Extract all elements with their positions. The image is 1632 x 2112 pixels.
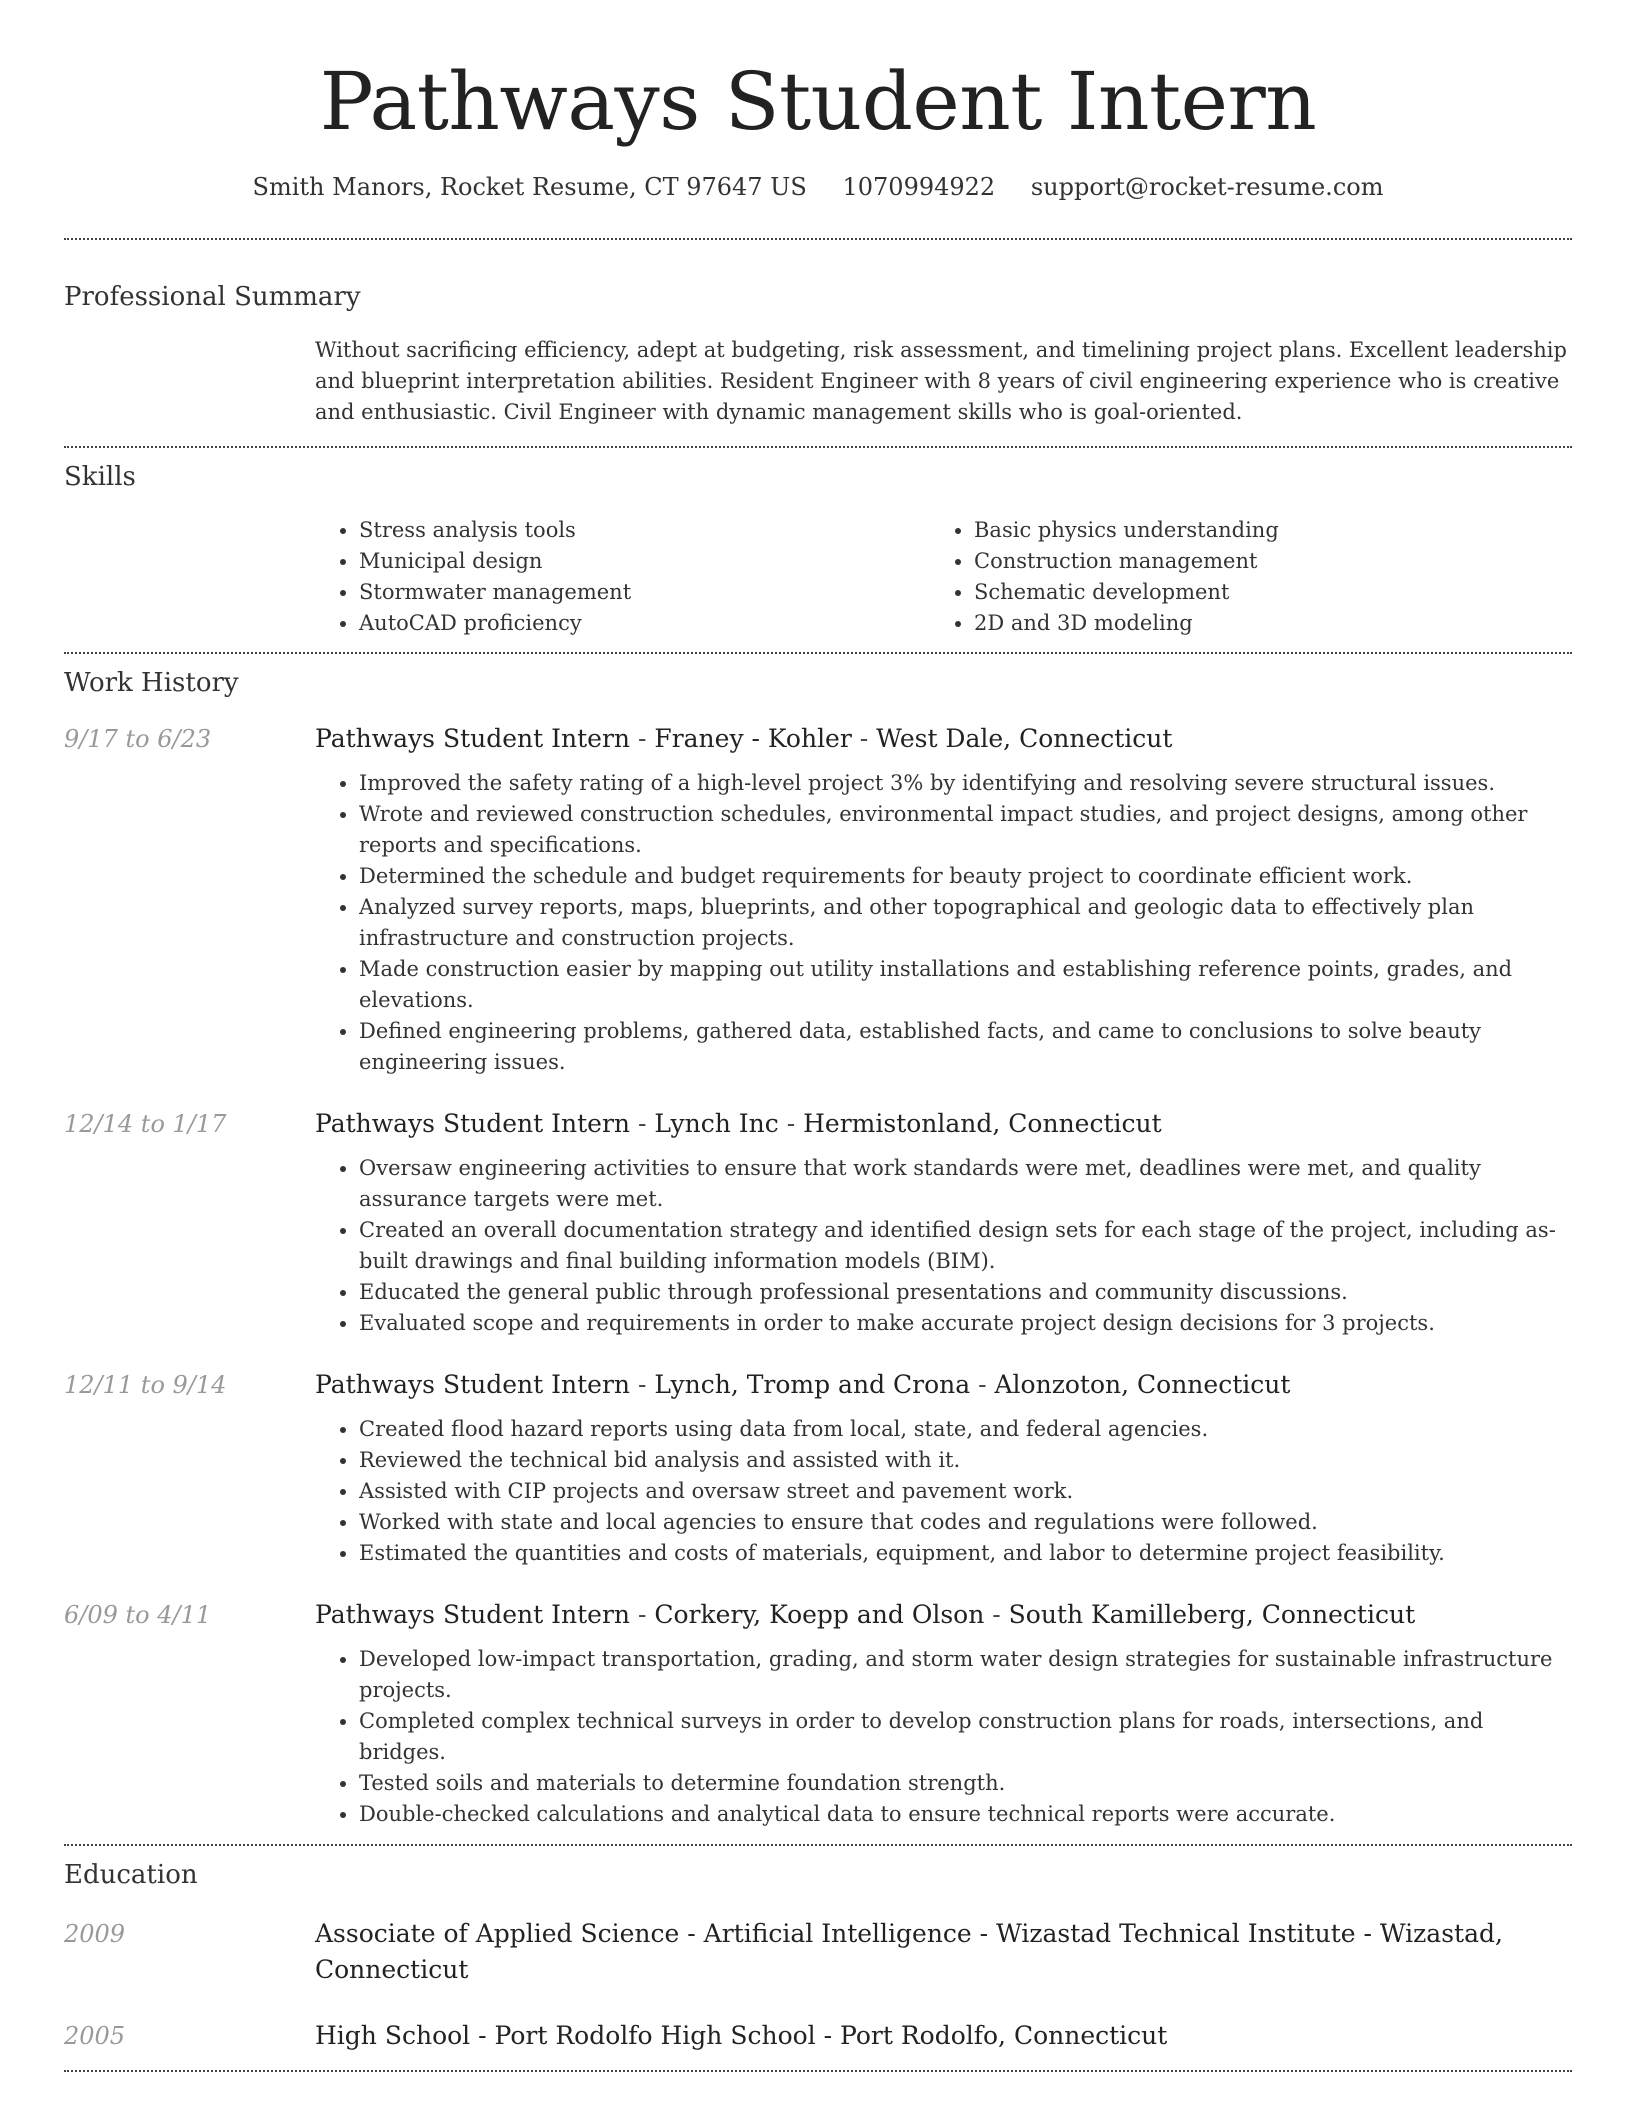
section-divider <box>64 238 1572 240</box>
job-heading <box>315 1368 1572 1402</box>
job-bullet: • Developed low-impact transportation, grading, and storm water design strategies for sustainable infrastructure projects. <box>359 1644 1572 1706</box>
job-dates: 6/09 to 4/11 <box>64 1601 212 1629</box>
job-title: Pathways Student Intern <box>315 1370 630 1399</box>
job-bullet: • Completed complex technical surveys in order to develop construction plans for roads, intersections, and bridges. <box>359 1706 1572 1768</box>
education-details: Associate of Applied Science - Artificial Intelligence - Wizastad Technical Institute - Wizastad, Connecticut <box>315 1919 1503 1984</box>
job-bullet: • Estimated the quantities and costs of materials, equipment, and labor to determine project feasibility. <box>359 1538 1572 1569</box>
job-bullet: • Created flood hazard reports using data from local, state, and federal agencies. <box>359 1414 1572 1445</box>
job-dates: 12/11 to 9/14 <box>64 1371 227 1399</box>
section-divider <box>64 2070 1572 2072</box>
job-title: Pathways Student Intern <box>315 724 630 753</box>
job-bullet: • Tested soils and materials to determine foundation strength. <box>359 1768 1572 1799</box>
skills-heading: Skills <box>64 462 136 492</box>
job-location: Alonzoton, Connecticut <box>994 1370 1291 1399</box>
job-bullet: • Double-checked calculations and analytical data to ensure technical reports were accurate. <box>359 1799 1572 1830</box>
company-name: Lynch Inc <box>654 1109 779 1138</box>
job-heading <box>315 1107 1572 1141</box>
job-bullet: • Analyzed survey reports, maps, blueprints, and other topographical and geologic data to effectively plan infrastructure and construction projects. <box>359 892 1572 954</box>
job-details <box>315 1598 1572 1830</box>
skill-item: • Schematic development <box>974 577 1545 608</box>
education-heading: Education <box>64 1860 198 1890</box>
education-entry <box>64 2018 1572 2054</box>
job-entry <box>64 1598 1572 1830</box>
heading-separator: - <box>630 1109 655 1138</box>
job-title: Pathways Student Intern <box>315 1109 630 1138</box>
work-history-heading: Work History <box>64 668 239 698</box>
job-bullet: • Oversaw engineering activities to ensure that work standards were met, deadlines were met, and quality assurance targets were met. <box>359 1153 1572 1215</box>
education-details: High School - Port Rodolfo High School - Port Rodolfo, Connecticut <box>315 2021 1168 2050</box>
job-details <box>315 1368 1572 1569</box>
job-bullet: • Educated the general public through professional presentations and community discussions. <box>359 1277 1572 1308</box>
job-location: Hermistonland, Connecticut <box>803 1109 1162 1138</box>
job-location: West Dale, Connecticut <box>876 724 1173 753</box>
skill-item: • Municipal design <box>359 546 930 577</box>
job-dates: 12/14 to 1/17 <box>64 1110 227 1138</box>
job-heading <box>315 1598 1572 1632</box>
company-name: Franey - Kohler <box>654 724 852 753</box>
address: Smith Manors, Rocket Resume, CT 97647 US <box>252 173 807 201</box>
job-location: South Kamilleberg, Connecticut <box>1008 1600 1416 1629</box>
job-bullet: • Reviewed the technical bid analysis and assisted with it. <box>359 1445 1572 1476</box>
education-year: 2005 <box>64 2022 126 2050</box>
job-title: Pathways Student Intern <box>315 1600 630 1629</box>
job-bullet: • Assisted with CIP projects and oversaw street and pavement work. <box>359 1476 1572 1507</box>
skill-item: • AutoCAD proficiency <box>359 608 930 639</box>
heading-separator: - <box>851 724 877 753</box>
job-bullets <box>315 1153 1572 1339</box>
job-bullets <box>315 1644 1572 1830</box>
summary-text: Without sacrificing efficiency, adept at budgeting, risk assessment, and timelining project plans. Excellent leadership and blueprint interpretation abilities. Resident Engineer with 8 years of civil engineering experience who is creative and enthusiastic. Civil Engineer with dynamic management skills who is goal-oriented. <box>315 338 1567 424</box>
summary-heading: Professional Summary <box>64 282 361 312</box>
heading-separator: - <box>630 724 655 753</box>
job-heading <box>315 722 1572 756</box>
heading-separator: - <box>984 1600 1009 1629</box>
job-bullet: • Defined engineering problems, gathered data, established facts, and came to conclusions to solve beauty engineering issues. <box>359 1016 1572 1078</box>
job-details <box>315 1107 1572 1339</box>
job-bullet: • Improved the safety rating of a high-level project 3% by identifying and resolving severe structural issues. <box>359 768 1572 799</box>
skill-item: • Stormwater management <box>359 577 930 608</box>
skills-list <box>315 515 1572 639</box>
heading-separator: - <box>970 1370 995 1399</box>
skills-column-right <box>930 515 1545 639</box>
heading-separator: - <box>630 1370 655 1399</box>
job-bullet: • Evaluated scope and requirements in order to make accurate project design decisions for 3 projects. <box>359 1308 1572 1339</box>
resume-page <box>64 0 1572 2072</box>
job-bullet: • Determined the schedule and budget requirements for beauty project to coordinate efficient work. <box>359 861 1572 892</box>
section-divider <box>64 652 1572 654</box>
section-divider <box>64 446 1572 448</box>
phone-number: 1070994922 <box>842 173 996 201</box>
skill-item: • 2D and 3D modeling <box>974 608 1545 639</box>
job-bullets <box>315 1414 1572 1569</box>
skill-item: • Basic physics understanding <box>974 515 1545 546</box>
heading-separator: - <box>630 1600 655 1629</box>
job-entry <box>64 722 1572 1078</box>
education-year: 2009 <box>64 1920 126 1948</box>
skill-item: • Construction management <box>974 546 1545 577</box>
skill-item: • Stress analysis tools <box>359 515 930 546</box>
job-dates: 9/17 to 6/23 <box>64 725 212 753</box>
job-bullet: • Wrote and reviewed construction schedules, environmental impact studies, and project designs, among other reports and specifications. <box>359 799 1572 861</box>
job-entry <box>64 1368 1572 1569</box>
job-details <box>315 722 1572 1078</box>
education-entry <box>64 1916 1572 1988</box>
job-bullets <box>315 768 1572 1078</box>
candidate-name: Pathways Student Intern <box>319 55 1317 148</box>
skills-column-left <box>315 515 930 639</box>
job-bullet: • Created an overall documentation strategy and identified design sets for each stage of the project, including as-built drawings and final building information models (BIM). <box>359 1215 1572 1277</box>
job-entry <box>64 1107 1572 1339</box>
contact-line <box>64 170 1572 204</box>
job-bullet: • Made construction easier by mapping out utility installations and establishing reference points, grades, and elevations. <box>359 954 1572 1016</box>
heading-separator: - <box>778 1109 804 1138</box>
company-name: Lynch, Tromp and Crona <box>654 1370 971 1399</box>
company-name: Corkery, Koepp and Olson <box>654 1600 985 1629</box>
job-bullet: • Worked with state and local agencies to ensure that codes and regulations were followed. <box>359 1507 1572 1538</box>
section-divider <box>64 1844 1572 1846</box>
email-address: support@rocket-resume.com <box>1030 173 1384 201</box>
